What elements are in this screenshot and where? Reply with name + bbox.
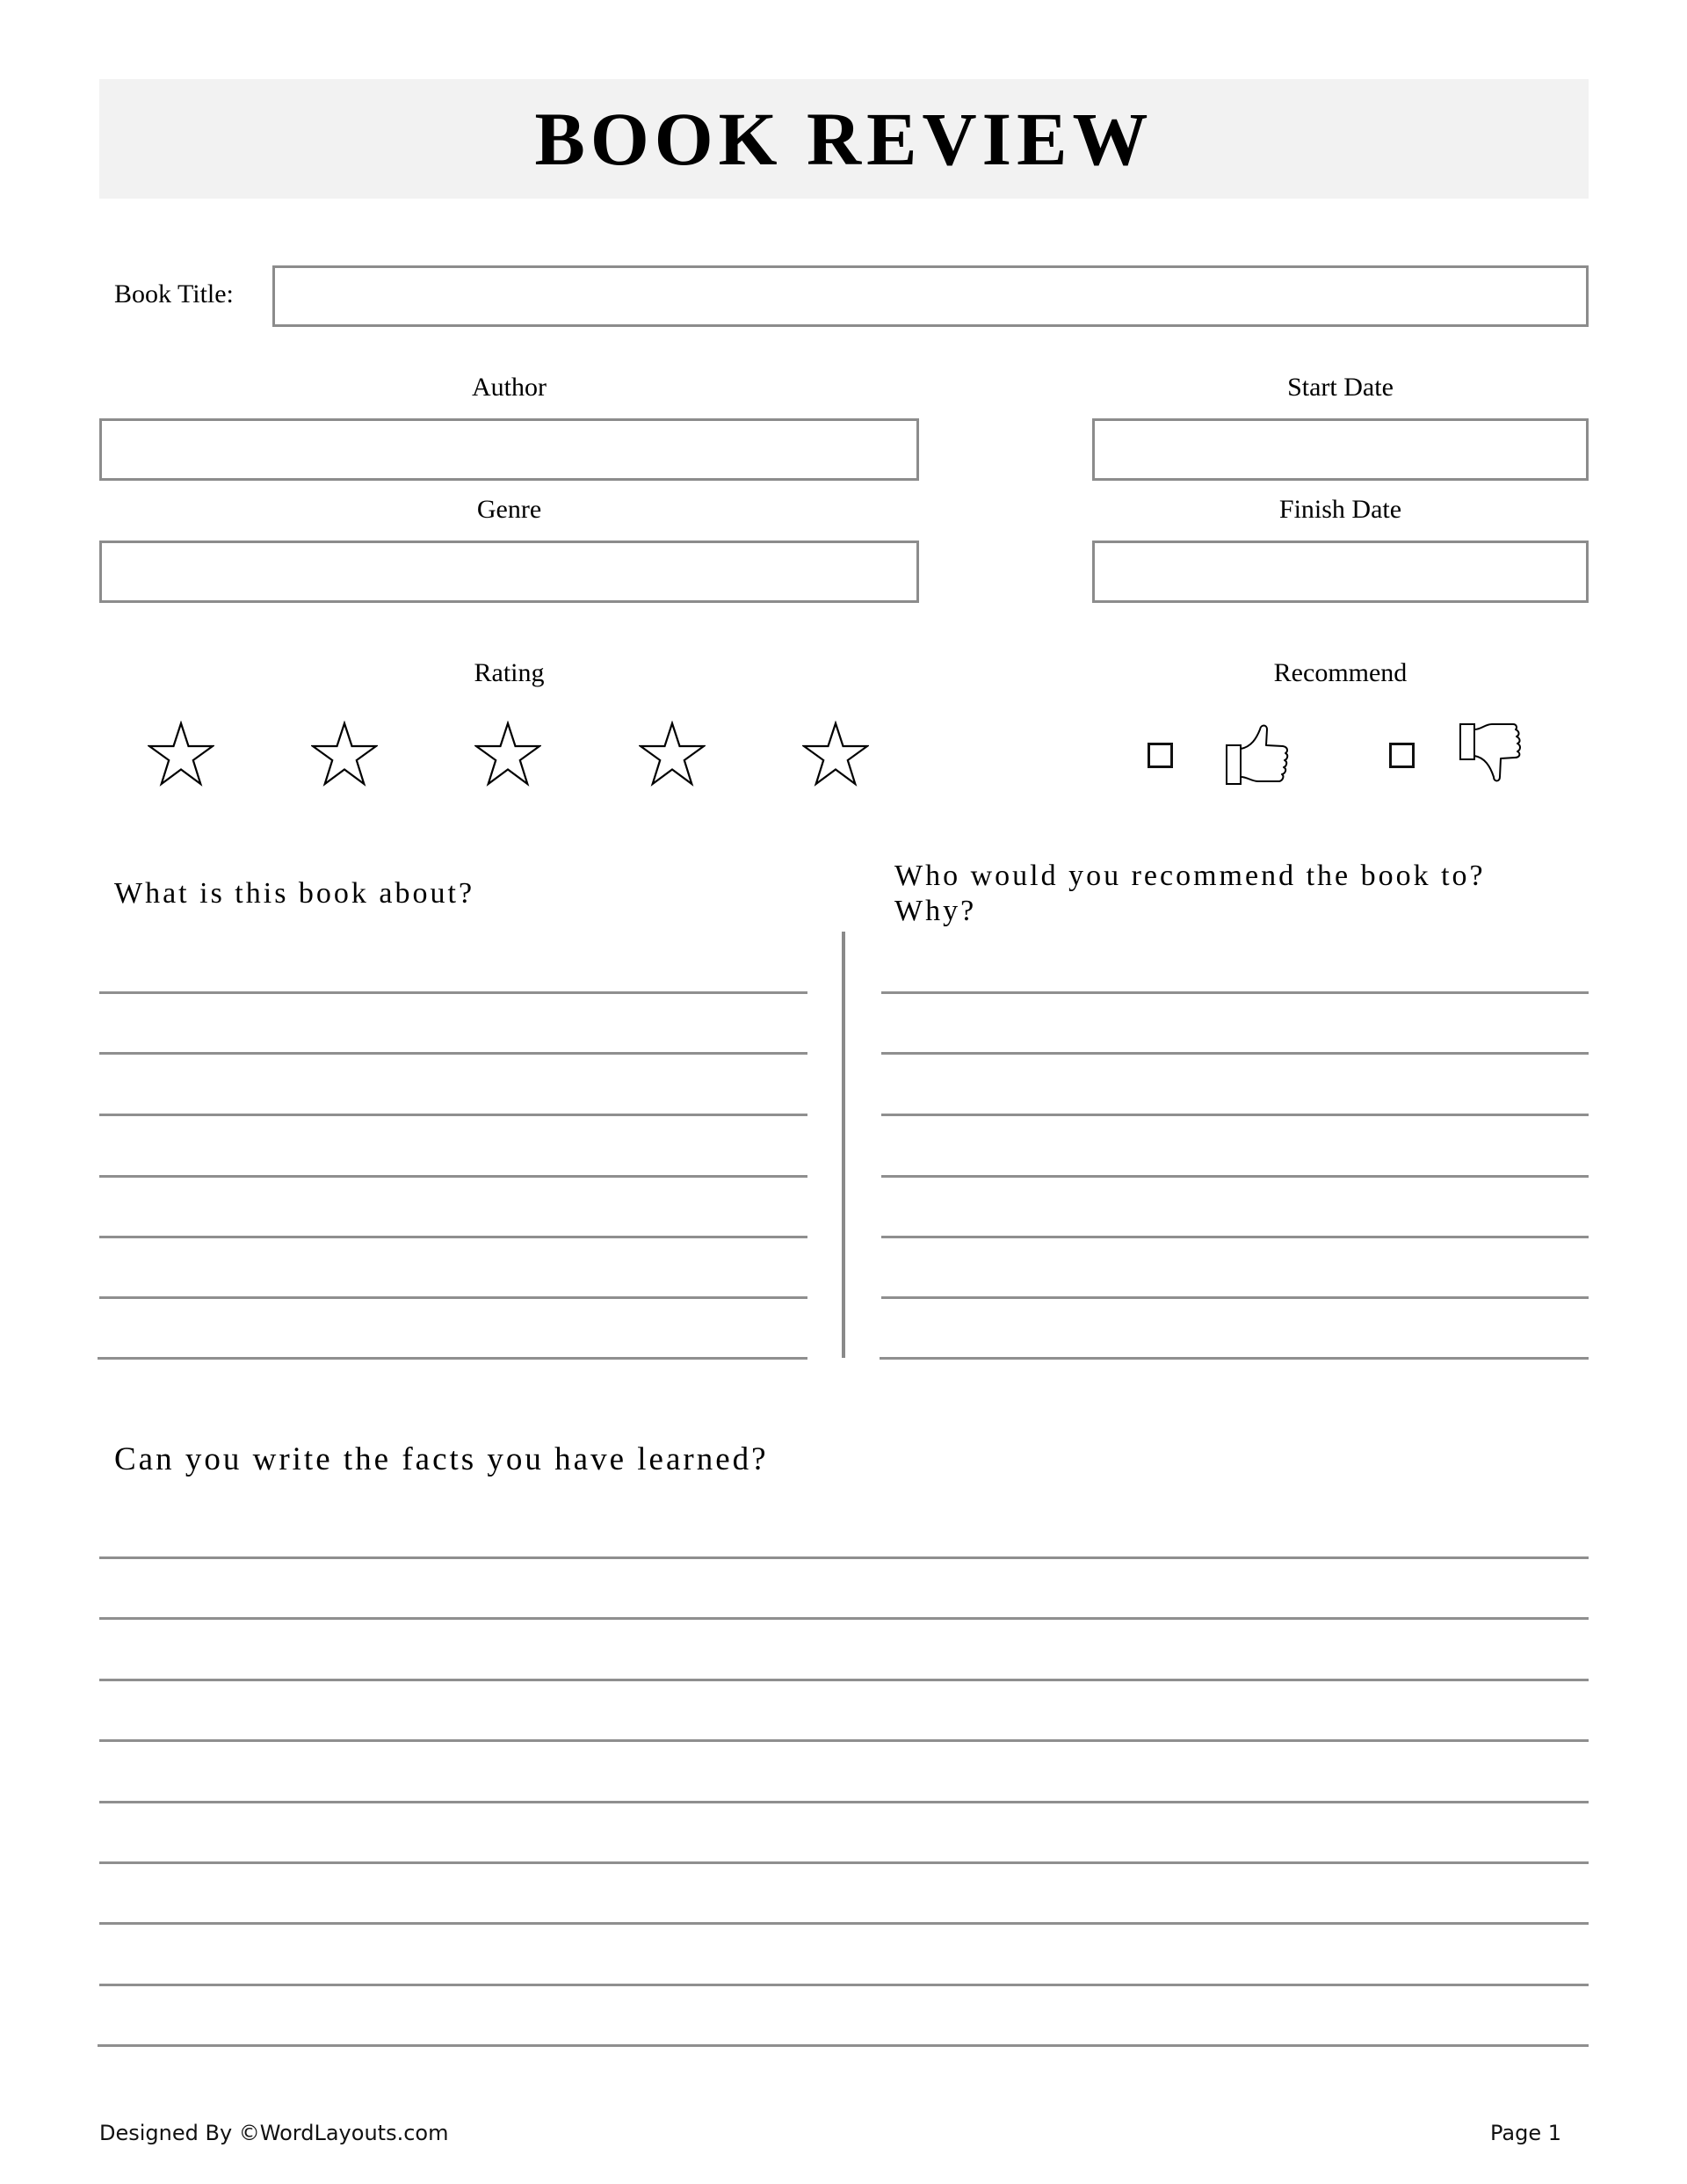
writing-line	[99, 1679, 1589, 1681]
writing-line	[881, 1175, 1589, 1178]
star-outline-icon[interactable]	[148, 721, 214, 787]
writing-line	[98, 1357, 807, 1360]
start-date-label: Start Date	[1287, 373, 1394, 402]
writing-line	[99, 1739, 1589, 1742]
column-divider	[842, 932, 845, 1358]
title-banner	[99, 79, 1589, 199]
book-title-label: Book Title:	[114, 279, 234, 308]
rating-star-2[interactable]	[311, 721, 378, 792]
about-question: What is this book about?	[114, 877, 475, 910]
writing-line	[881, 1114, 1589, 1116]
book-title-input[interactable]	[275, 268, 1586, 324]
genre-field[interactable]	[99, 541, 919, 603]
rating-star-1[interactable]	[148, 721, 214, 792]
writing-line	[99, 1175, 807, 1178]
writing-line	[99, 1984, 1589, 1986]
writing-line	[99, 991, 807, 994]
thumbs-up-icon[interactable]	[1225, 722, 1295, 787]
recommend-to-question-line2: Why?	[894, 895, 977, 927]
writing-line	[99, 1617, 1589, 1620]
star-outline-icon[interactable]	[802, 721, 869, 787]
rating-label: Rating	[474, 658, 545, 687]
writing-line	[881, 1236, 1589, 1238]
writing-line	[881, 1296, 1589, 1299]
thumbs-down-option[interactable]	[1459, 721, 1529, 790]
writing-line	[99, 1236, 807, 1238]
recommend-yes-checkbox[interactable]	[1148, 743, 1173, 768]
rating-star-3[interactable]	[474, 721, 541, 792]
author-input[interactable]	[102, 421, 916, 478]
star-outline-icon[interactable]	[474, 721, 541, 787]
rating-star-5[interactable]	[802, 721, 869, 792]
writing-line	[881, 991, 1589, 994]
star-outline-icon[interactable]	[639, 721, 706, 787]
writing-line	[99, 1556, 1589, 1559]
writing-line	[881, 1052, 1589, 1055]
author-label: Author	[472, 373, 547, 402]
book-title-field[interactable]	[272, 265, 1589, 327]
thumbs-up-option[interactable]	[1225, 722, 1295, 792]
writing-line	[99, 1114, 807, 1116]
writing-line	[99, 1052, 807, 1055]
finish-date-label: Finish Date	[1278, 495, 1402, 524]
writing-line	[98, 2044, 1589, 2047]
star-outline-icon[interactable]	[311, 721, 378, 787]
recommend-to-question-line1: Who would you recommend the book to?	[894, 860, 1486, 892]
writing-line	[99, 1861, 1589, 1864]
page-title: BOOK REVIEW	[534, 97, 1154, 181]
finish-date-field[interactable]	[1092, 541, 1589, 603]
facts-question: Can you write the facts you have learned?	[114, 1441, 769, 1477]
genre-input[interactable]	[102, 543, 916, 600]
rating-star-4[interactable]	[639, 721, 706, 792]
recommend-no-checkbox[interactable]	[1389, 743, 1415, 768]
recommend-to-question	[894, 859, 1589, 929]
writing-line	[99, 1801, 1589, 1803]
start-date-field[interactable]	[1092, 418, 1589, 481]
genre-label: Genre	[476, 495, 542, 524]
recommend-label: Recommend	[1273, 658, 1408, 687]
start-date-input[interactable]	[1095, 421, 1586, 478]
author-field[interactable]	[99, 418, 919, 481]
writing-line	[880, 1357, 1589, 1360]
thumbs-down-icon[interactable]	[1459, 721, 1529, 786]
footer-credit: Designed By ©WordLayouts.com	[99, 2121, 449, 2145]
page-number: Page 1	[1490, 2121, 1561, 2145]
writing-line	[99, 1922, 1589, 1925]
finish-date-input[interactable]	[1095, 543, 1586, 600]
writing-line	[99, 1296, 807, 1299]
